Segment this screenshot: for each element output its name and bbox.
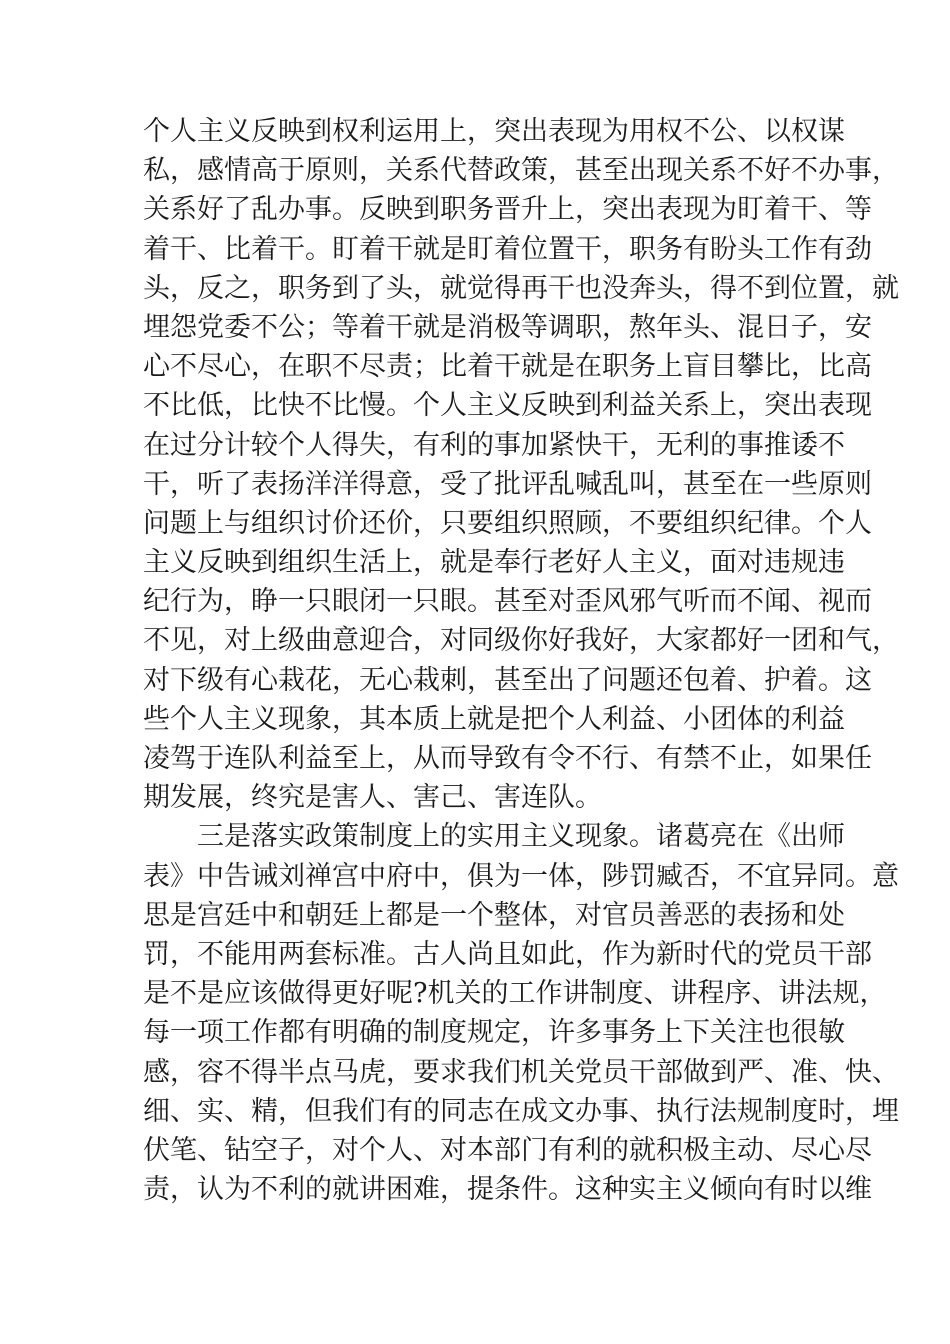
text-line: 不比低，比快不比慢。个人主义反映到利益关系上，突出表现 [143,390,872,422]
paragraph-2 [143,817,899,1209]
text-line: 埋怨党委不公；等着干就是消极等调职，熬年头、混日子，安 [143,311,872,343]
text-line: 个人主义反映到权利运用上，突出表现为用权不公、以权谋 [143,116,845,147]
text-line: 每一项工作都有明确的制度规定，许多事务上下关注也很敏 [143,1017,845,1049]
text-line: 是不是应该做得更好呢?机关的工作讲制度、讲程序、讲法规， [143,978,887,1010]
text-line: 不见，对上级曲意迎合，对同级你好我好，大家都好一团和气， [143,625,899,657]
text-line: 感，容不得半点马虎，要求我们机关党员干部做到严、准、快、 [143,1056,899,1088]
text-line: 主义反映到组织生活上，就是奉行老好人主义，面对违规违 [143,547,845,579]
document-body [143,112,899,1209]
text-line: 责，认为不利的就讲困难，提条件。这种实主义倾向有时以维 [143,1174,872,1206]
text-line: 三是落实政策制度上的实用主义现象。诸葛亮在《出师 [197,821,845,853]
text-line: 罚，不能用两套标准。古人尚且如此，作为新时代的党员干部 [143,938,872,970]
paragraph-1 [143,112,899,817]
text-line: 表》中告诫刘禅宫中府中，俱为一体，陟罚臧否，不宜异同。意 [143,860,899,892]
text-line: 着干、比着干。盯着干就是盯着位置干，职务有盼头工作有劲 [143,233,872,265]
text-line: 伏笔、钻空子，对个人、对本部门有利的就积极主动、尽心尽 [143,1134,872,1166]
text-line: 头，反之，职务到了头，就觉得再干也没奔头，得不到位置，就 [143,272,899,304]
text-line: 思是宫廷中和朝廷上都是一个整体，对官员善恶的表扬和处 [143,899,845,931]
text-line: 私，感情高于原则，关系代替政策，甚至出现关系不好不办事， [143,155,899,187]
text-line: 问题上与组织讨价还价，只要组织照顾，不要组织纪律。个人 [143,507,872,539]
text-line: 凌驾于连队利益至上，从而导致有令不行、有禁不止，如果任 [143,743,872,774]
text-line: 干，听了表扬洋洋得意，受了批评乱喊乱叫，甚至在一些原则 [143,468,872,500]
text-line: 在过分计较个人得失，有利的事加紧快干，无利的事推诿不 [143,429,845,461]
text-line: 心不尽心，在职不尽责；比着干就是在职务上盲目攀比，比高 [143,351,872,383]
text-line: 细、实、精，但我们有的同志在成文办事、执行法规制度时，埋 [143,1095,899,1127]
text-line: 纪行为，睁一只眼闭一只眼。甚至对歪风邪气听而不闻、视而 [143,586,872,618]
text-line: 些个人主义现象，其本质上就是把个人利益、小团体的利益 [143,703,845,735]
text-line: 关系好了乱办事。反映到职务晋升上，突出表现为盯着干、等 [143,194,872,226]
text-line: 期发展，终究是害人、害己、害连队。 [143,782,602,814]
text-line: 对下级有心栽花，无心栽刺，甚至出了问题还包着、护着。这 [143,664,872,696]
